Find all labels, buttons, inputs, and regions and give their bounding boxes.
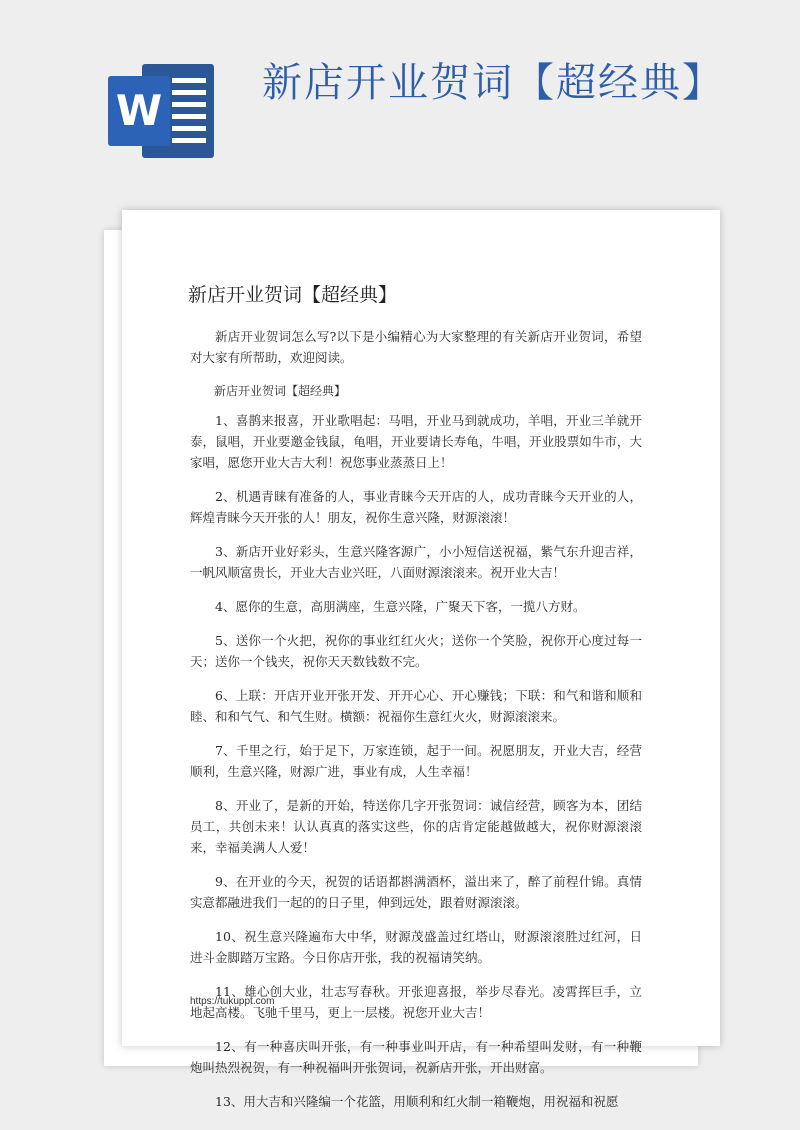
list-item: 13、用大吉和兴隆编一个花篮，用顺利和红火制一箱鞭炮，用祝福和祝愿 xyxy=(215,1094,619,1109)
list-item: 3、新店开业好彩头，生意兴隆客源广，小小短信送祝福，紫气东升迎吉祥，一帆风顺富贵长，开业大吉业兴旺，八面财源滚滚来。祝开业大吉！ xyxy=(190,544,642,580)
list-item: 10、祝生意兴隆遍布大中华，财源茂盛盖过红塔山，财源滚滚胜过红河，日进斗金脚踏万宝路。今日你店开张，我的祝福请笑纳。 xyxy=(190,929,642,965)
word-letter-icon: W xyxy=(108,76,170,146)
document-page xyxy=(122,210,720,1109)
list-item: 2、机遇青睐有准备的人，事业青睐今天开店的人，成功青睐今天开业的人，辉煌青睐今天开张的人！朋友，祝你生意兴隆，财源滚滚！ xyxy=(190,489,642,525)
list-item: 11、雄心创大业，壮志写春秋。开张迎喜报，举步尽春光。凌霄挥巨手，立地起高楼。飞驰千里马，更上一层楼。祝您开业大吉！ xyxy=(190,984,642,1020)
banner-title: 新店开业贺词【超经典】 xyxy=(262,60,724,106)
word-app-icon xyxy=(108,64,214,158)
subheading: 新店开业贺词【超经典】 xyxy=(214,384,347,398)
footer-url[interactable]: https://tukuppt.com xyxy=(190,996,275,1007)
document-title: 新店开业贺词【超经典】 xyxy=(188,284,398,306)
list-item: 8、开业了，是新的开始，特送你几字开张贺词：诚信经营，顾客为本，团结员工，共创未来！认认真真的落实这些，你的店肯定能越做越大，祝你财源滚滚来，幸福美满人人爱！ xyxy=(190,798,642,855)
list-item: 12、有一种喜庆叫开张，有一种事业叫开店，有一种希望叫发财，有一种鞭炮叫热烈祝贺，有一种祝福叫开张贺词，祝新店开张，开出财富。 xyxy=(190,1039,642,1075)
list-item: 6、上联：开店开业开张开发、开开心心、开心赚钱；下联：和气和谐和顺和睦、和和气气、和气生财。横额：祝福你生意红火火，财源滚滚来。 xyxy=(190,688,642,724)
list-item: 5、送你一个火把，祝你的事业红红火火；送你一个笑脸，祝你开心度过每一天；送你一个钱夹，祝你天天数钱数不完。 xyxy=(190,633,642,669)
list-item: 4、愿你的生意，高朋满座，生意兴隆，广聚天下客，一揽八方财。 xyxy=(215,599,586,614)
intro-paragraph: 新店开业贺词怎么写?以下是小编精心为大家整理的有关新店开业贺词，希望对大家有所帮助，欢迎阅读。 xyxy=(190,329,642,365)
list-item: 7、千里之行，始于足下，万家连锁，起于一间。祝愿朋友，开业大吉，经营顺利，生意兴隆，财源广进，事业有成，人生幸福！ xyxy=(190,743,642,779)
list-item: 1、喜鹊来报喜，开业歌唱起：马唱，开业马到就成功，羊唱，开业三羊就开泰，鼠唱，开业要邀金钱鼠，龟唱，开业要请长寿龟，牛唱，开业股票如牛市，大家唱，愿您开业大吉大利！祝您事业蒸蒸日上！ xyxy=(190,413,642,470)
list-item: 9、在开业的今天，祝贺的话语都斟满酒杯，溢出来了，醉了前程什锦。真情实意都融进我们一起的的日子里，伸到远处，跟着财源滚滚。 xyxy=(190,874,642,910)
